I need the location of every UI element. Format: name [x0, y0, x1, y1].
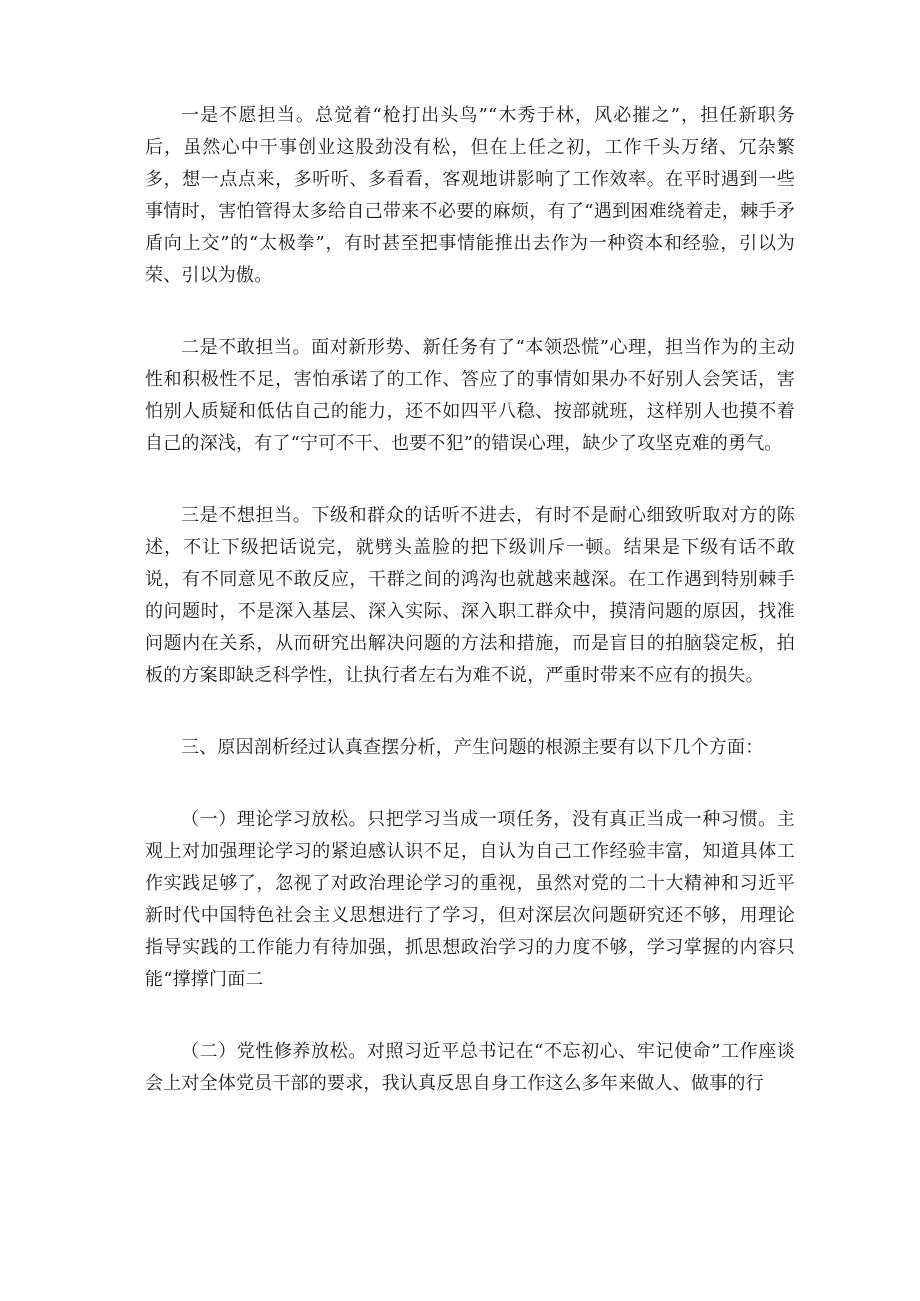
paragraph-theory-study-relaxed: （一）理论学习放松。只把学习当成一项任务，没有真正当成一种习惯。主观上对加强理论学习的紧迫感认识不足，自认为自己工作经验丰富，知道具体工作实践足够了，忽视了对政治理论学习的重视，虽然对党的二十大精神和习近平新时代中国特色社会主义思想进行了学习，但对深层次问题研究还不够，用理论指导实践的工作能力有待加强，抓思想政治学习的力度不够，学习掌握的内容只能“撑撑门面二 [145, 809, 795, 990]
paragraph-dare-not-responsibility: 二是不敢担当。面对新形势、新任务有了“本领恐慌”心理，担当作为的主动性和积极性不足，害怕承诺了的工作、答应了的事情如果办不好别人会笑话，害怕别人质疑和低估自己的能力，还不如四平八稳、按部就班，这样别人也摸不着自己的深浅，有了“宁可不干、也要不犯”的错误心理，缺少了攻坚克难的勇气。 [145, 337, 795, 454]
section-heading-cause-analysis: 三、原因剖析经过认真查摆分析，产生问题的根源主要有以下几个方面： [181, 737, 764, 758]
paragraph-not-want-responsibility: 三是不想担当。下级和群众的话听不进去，有时不是耐心细致听取对方的陈述，不让下级把话说完，就劈头盖脸的把下级训斥一顿。结果是下级有话不敢说，有不同意见不敢反应，干群之间的鸿沟也就越来越深。在工作遇到特别棘手的问题时，不是深入基层、深入实际、深入职工群众中，摸清问题的原因，找准问题内在关系，从而研究出解决问题的方法和措施，而是盲目的拍脑袋定板，拍板的方案即缺乏科学性，让执行者左右为难不说，严重时带来不应有的损失。 [145, 505, 795, 686]
document-page [145, 100, 795, 1100]
paragraph-unwilling-responsibility: 一是不愿担当。总觉着“枪打出头鸟”“木秀于林，风必摧之”，担任新职务后，虽然心中干事创业这股劲没有松，但在上任之初，工作千头万绪、冗杂繁多，想一点点来，多听听、多看看，客观地讲影响了工作效率。在平时遇到一些事情时，害怕管得太多给自己带来不必要的麻烦，有了“遇到困难绕着走，棘手矛盾向上交”的“太极拳”，有时甚至把事情能推出去作为一种资本和经验，引以为荣、引以为傲。 [145, 105, 795, 286]
paragraph-party-spirit-relaxed: （二）党性修养放松。对照习近平总书记在“不忘初心、牢记使命”工作座谈会上对全体党员干部的要求，我认真反思自身工作这么多年来做人、做事的行 [145, 1041, 795, 1094]
